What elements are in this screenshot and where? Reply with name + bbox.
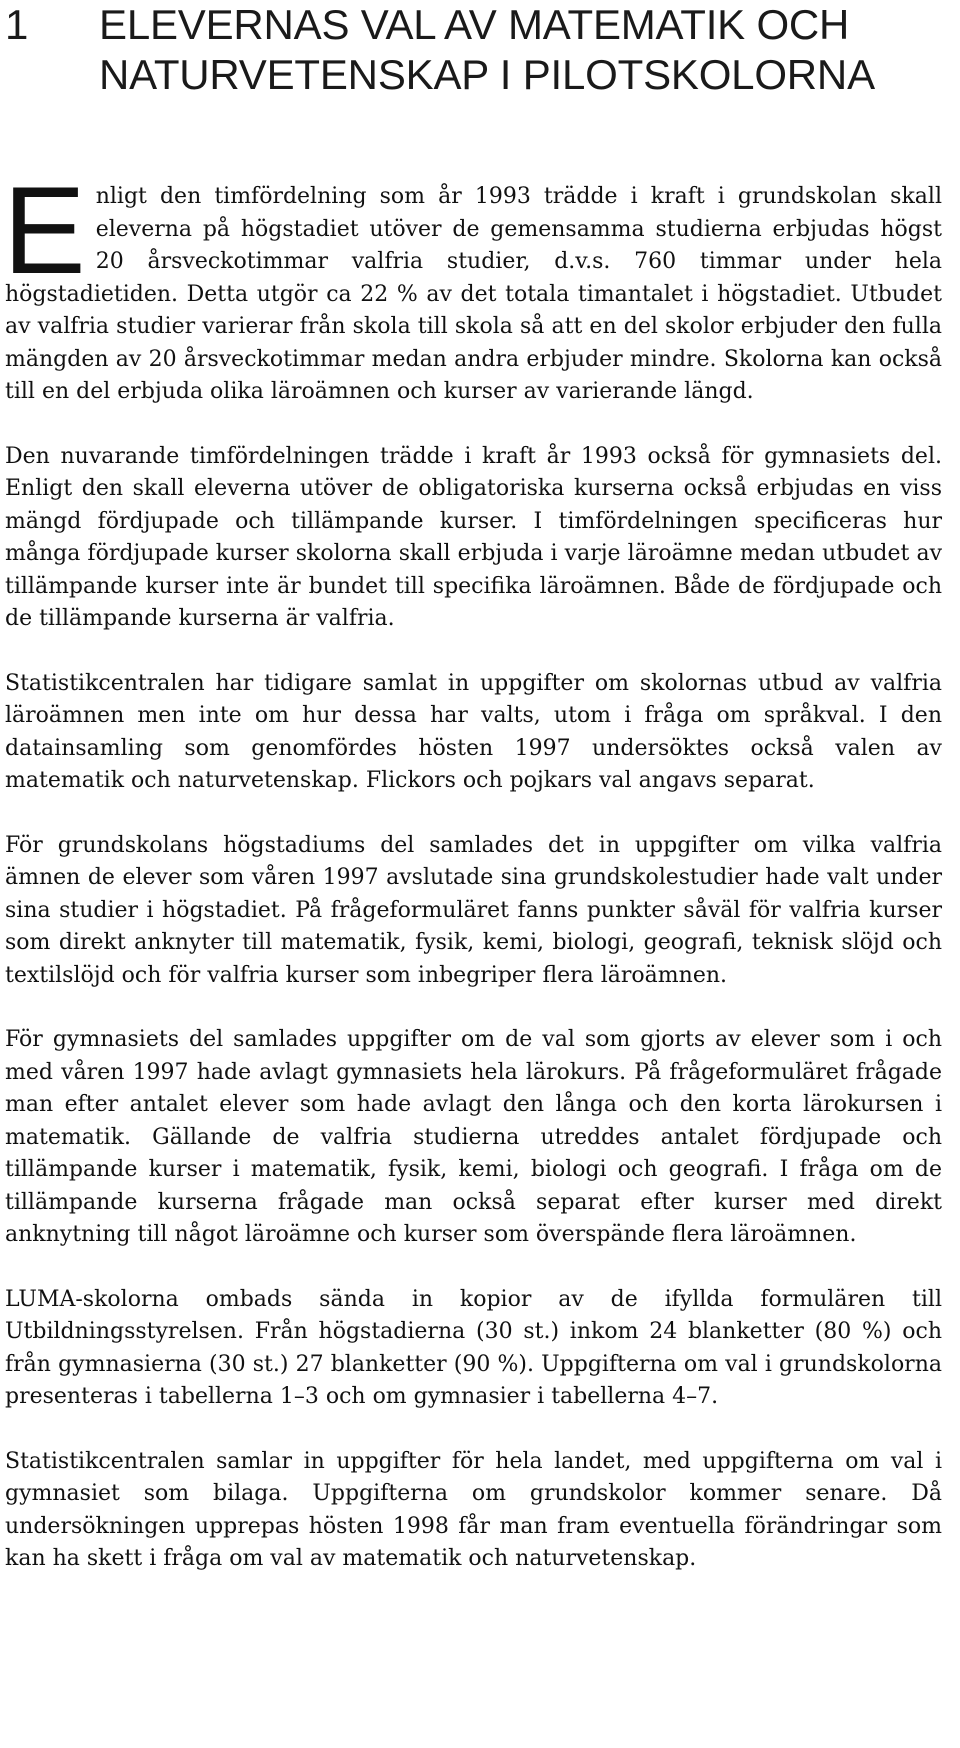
body-text — [3, 162, 942, 1608]
chapter-number: 1 — [5, 1, 29, 48]
drop-cap: E — [3, 162, 86, 300]
intro-text: nligt den timfördelning som år 1993 trädde i kraft i grundskolan skall eleverna på högstadiet utöver de gemensamma studierna erbjudas högst 20 årsveckotimmar valfria studier, d.v.s. 760 timmar under hela högstadietiden. Detta utgör ca 22 % av det totala timantalet i högstadiet. Utbudet av valfria studier varierar från skola till skola så att en del skolor erbjuder den fulla mängden av 20 årsveckotimmar medan andra erbjuder mindre. Skolorna kan också till en del erbjuda olika läroämnen och kurser av varierande längd. — [5, 184, 942, 404]
intro-paragraph — [3, 162, 942, 409]
paragraph-lower-secondary: För grundskolans högstadiums del samlades det in uppgifter om vilka valfria ämnen de elever som våren 1997 avslutade sina grundskolestudier hade valt under sina studier i högstadiet. På frågeformuläret fanns punkter såväl för valfria kurser som direkt anknyter till matematik, fysik, kemi, biologi, geografi, teknisk slöjd och textilslöjd och för valfria kurser som inbegriper flera läroämnen. — [5, 832, 942, 988]
paragraph-gymnasium-timetable: Den nuvarande timfördelningen trädde i kraft år 1993 också för gymnasiets del. Enligt den skall eleverna utöver de obligatoriska kurserna också erbjudas en viss mängd fördjupade och tillämpande kurser. I timfördelningen specificeras hur många fördjupade kurser skolorna skall erbjuda i varje läroämne medan utbudet av tillämpande kurser inte är bundet till specifika läroämnen. Både de fördjupade och de tillämpande kurserna är valfria. — [5, 443, 942, 631]
paragraph-national-data: Statistikcentralen samlar in uppgifter för hela landet, med uppgifterna om val i gymnasiet som bilaga. Uppgifterna om grundskolor kommer senare. Då undersökningen upprepas hösten 1998 får man fram eventuella förändringar som kan ha skett i fråga om val av matematik och naturvetenskap. — [5, 1448, 942, 1571]
paragraph-statistics-collection: Statistikcentralen har tidigare samlat in uppgifter om skolornas utbud av valfria läroämnen men inte om hur dessa har valts, utom i fråga om språkval. I den datainsamling som genomfördes hösten 1997 undersöktes också valen av matematik och naturvetenskap. Flickors och pojkars val angavs separat. — [5, 670, 942, 793]
paragraph-upper-secondary: För gymnasiets del samlades uppgifter om de val som gjorts av elever som i och med våren 1997 hade avlagt gymnasiets hela lärokurs. På frågeformuläret frågade man efter antalet elever som hade avlagt den långa och den korta lärokursen i matematik. Gällande de valfria studierna utreddes antalet fördjupade och tillämpande kurser i matematik, fysik, kemi, biologi och geografi. I fråga om de tillämpande kurserna frågade man också separat efter kurser med direkt anknytning till något läroämne och kurser som överspände flera läroämnen. — [5, 1027, 942, 1247]
chapter-title: ELEVERNAS VAL AV MATEMATIK OCH NATURVETENSKAP I PILOTSKOLORNA — [99, 1, 875, 98]
paragraph-luma-schools: LUMA-skolorna ombads sända in kopior av de ifyllda formulären till Utbildningsstyrelsen. Från högstadierna (30 st.) inkom 24 blanketter (80 %) och från gymnasierna (30 st.) 27 blanketter (90 %). Uppgifterna om val i grundskolorna presenteras i tabellerna 1–3 och om gymnasier i tabellerna 4–7. — [5, 1286, 942, 1409]
